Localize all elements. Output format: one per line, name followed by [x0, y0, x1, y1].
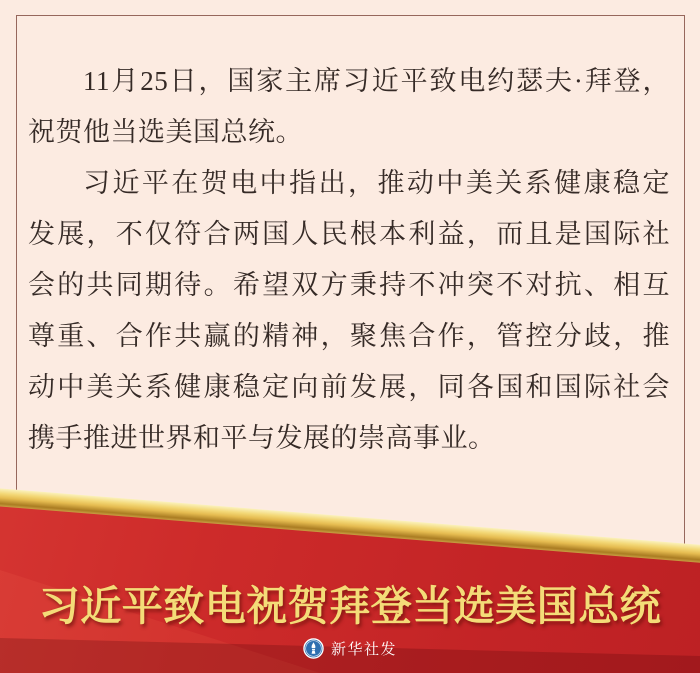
telegram-text-block: [28, 56, 670, 464]
text-line: 习近平在贺电中指出，推动中美关系健康稳定: [83, 168, 670, 198]
xinhua-logo-icon: [303, 638, 324, 659]
headline-title: 习近平致电祝贺拜登当选美国总统: [38, 583, 662, 629]
text-line: 会的共同期待。希望双方秉持不冲突不对抗、相互: [28, 270, 670, 300]
credit-text: 新华社发: [330, 641, 397, 658]
text-line: 11月25日，国家主席习近平致电约瑟夫·拜登，: [83, 66, 670, 96]
text-line: 发展，不仅符合两国人民根本利益，而且是国际社: [28, 219, 670, 249]
text-line: 动中美关系健康稳定向前发展，同各国和国际社会: [28, 372, 670, 402]
text-line: 携手推进世界和平与发展的崇高事业。: [28, 423, 496, 453]
text-line: 祝贺他当选美国总统。: [28, 117, 303, 147]
text-line: 尊重、合作共赢的精神，聚焦合作，管控分歧，推: [28, 321, 670, 351]
credit-line: [0, 638, 700, 659]
